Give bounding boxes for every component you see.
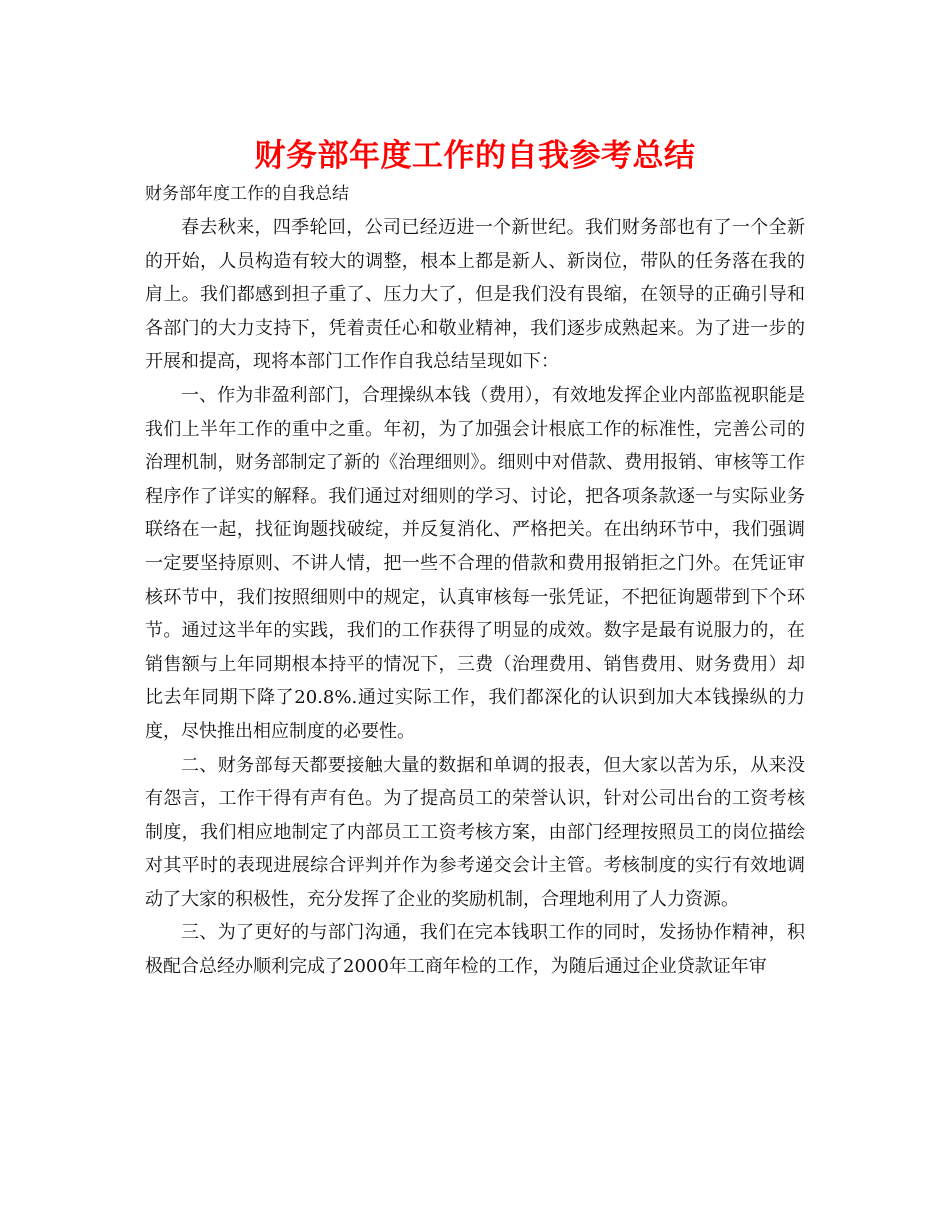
document-body <box>145 211 805 984</box>
paragraph-intro: 春去秋来，四季轮回，公司已经迈进一个新世纪。我们财务部也有了一个全新的开始，人员构造有较大的调整，根本上都是新人、新岗位，带队的任务落在我的肩上。我们都感到担子重了、压力大了，但是我们没有畏缩，在领导的正确引导和各部门的大力支持下，凭着责任心和敬业精神，我们逐步成熟起来。为了进一步的开展和提高，现将本部门工作作自我总结呈现如下： <box>145 217 805 373</box>
paragraph-cost-control: 一、作为非盈利部门，合理操纵本钱（费用），有效地发挥企业内部监视职能是我们上半年工作的重中之重。年初，为了加强会计根底工作的标准性，完善公司的治理机制，财务部制定了新的《治理细则》。细则中对借款、费用报销、审核等工作程序作了详实的解释。我们通过对细则的学习、讨论，把各项条款逐一与实际业务联络在一起，找征询题找破绽，并反复消化、严格把关。在出纳环节中，我们强调一定要坚持原则、不讲人情，把一些不合理的借款和费用报销拒之门外。在凭证审核环节中，我们按照细则中的规定，认真审核每一张凭证，不把征询题带到下个环节。通过这半年的实践，我们的工作获得了明显的成效。数字是最有说服力的，在销售额与上年同期根本持平的情况下，三费（治理费用、销售费用、财务费用）却比去年同期下降了20.8%.通过实际工作，我们都深化的认识到加大本钱操纵的力度，尽快推出相应制度的必要性。 <box>145 384 805 742</box>
document-title: 财务部年度工作的自我参考总结 <box>254 138 696 174</box>
document-subtitle: 财务部年度工作的自我总结 <box>145 184 349 204</box>
paragraph-staff-assessment: 二、财务部每天都要接触大量的数据和单调的报表，但大家以苦为乐，从来没有怨言，工作干得有声有色。为了提高员工的荣誉认识，针对公司出台的工资考核制度，我们相应地制定了内部员工工资考核方案，由部门经理按照员工的岗位描绘对其平时的表现进展综合评判并作为参考递交会计主管。考核制度的实行有效地调动了大家的积极性，充分发挥了企业的奖励机制，合理地利用了人力资源。 <box>145 754 805 910</box>
paragraph-coordination: 三、为了更好的与部门沟通，我们在完本钱职工作的同时，发扬协作精神，积极配合总经办顺利完成了2000年工商年检的工作，为随后通过企业贷款证年审 <box>145 922 805 978</box>
